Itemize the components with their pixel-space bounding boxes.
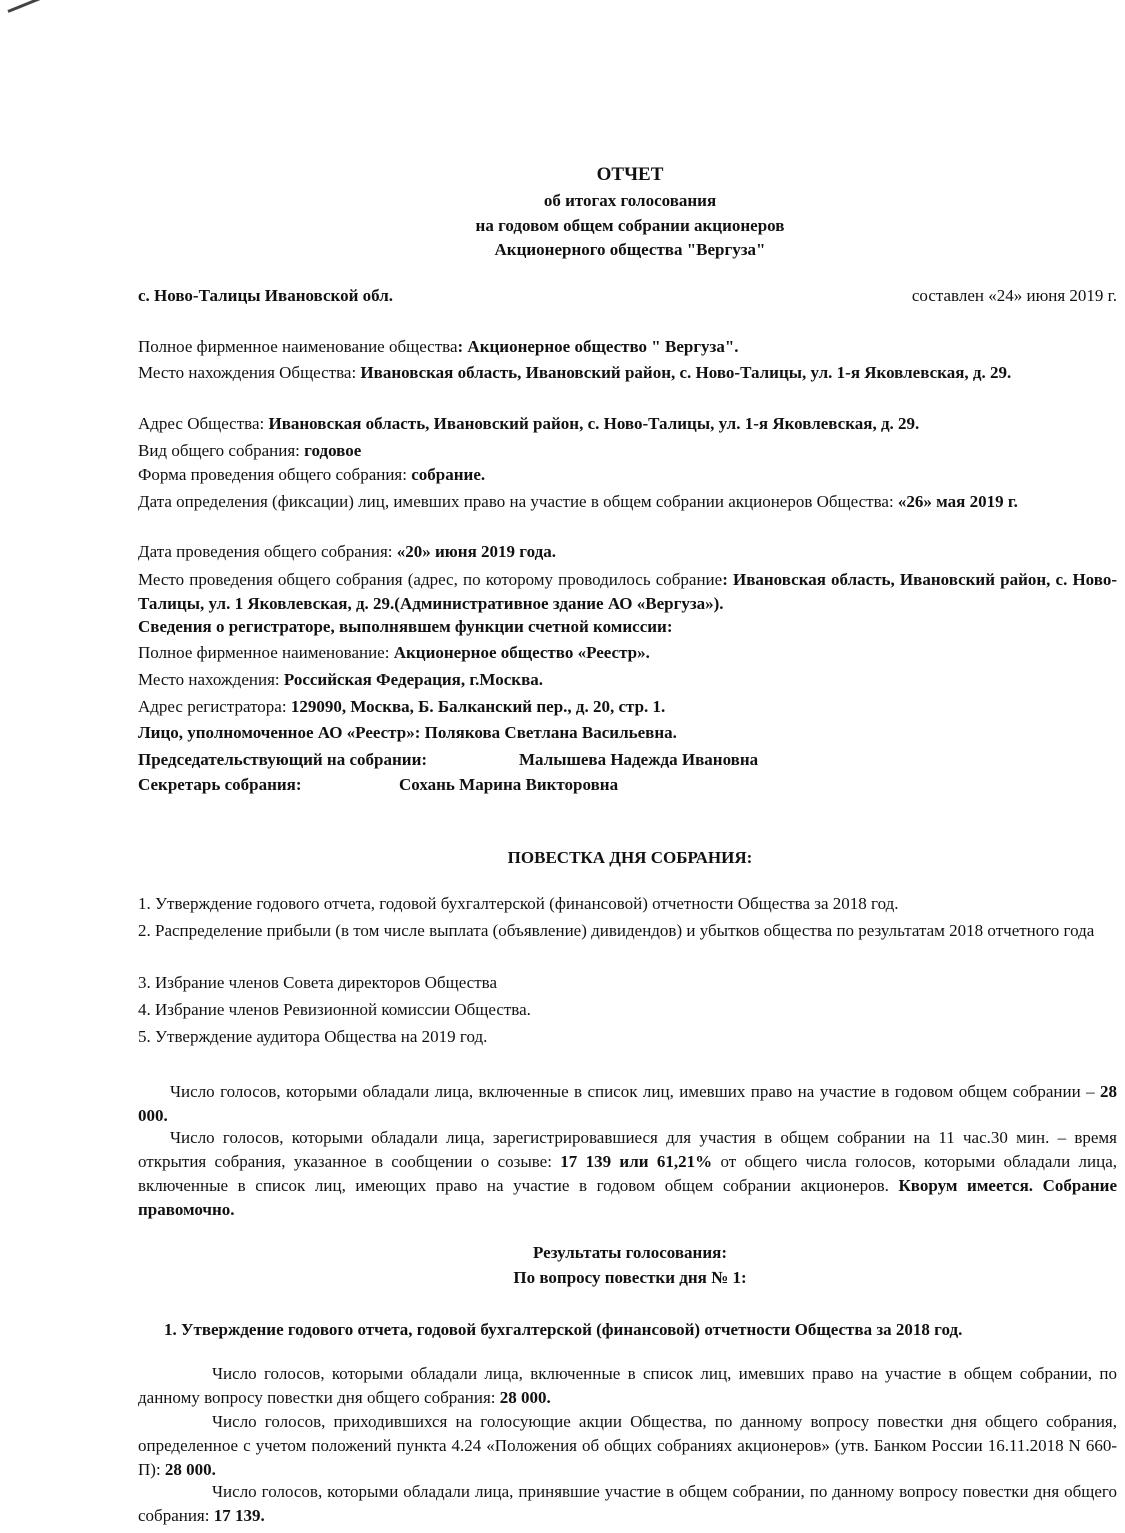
meeting-form-line: Форма проведения общего собрания: собрание. <box>138 465 486 484</box>
record-date-line: Дата определения (фиксации) лиц, имевших право на участие в общем собрании акционеров Общества: «26» мая 2019 г. <box>138 492 1018 511</box>
result-paragraph-3: Число голосов, которыми обладали лица, принявшие участие в общем собрании, по данному вопросу повестки дня общего собрания: 17 139. <box>138 1482 1117 1525</box>
results-subheading: По вопросу повестки дня № 1: <box>513 1268 747 1287</box>
pen-mark <box>7 0 73 13</box>
agenda-item: 2. Распределение прибыли (в том числе выплата (объявление) дивидендов) и убытков общества по результатам 2018 отчетного года <box>138 921 1095 940</box>
agenda-heading: ПОВЕСТКА ДНЯ СОБРАНИЯ: <box>507 848 753 867</box>
report-subtitle-3: Акционерного общества "Вергуза" <box>494 240 766 259</box>
venue-line: Место проведения общего собрания (адрес, по которому проводилось собрание: Ивановская область, Ивановский район, с. Ново-Талицы, ул. 1 Яковлевская, д. 29.(Административное здание АО «Вергуза»). <box>138 570 1117 613</box>
report-subtitle-2: на годовом общем собрании акционеров <box>475 216 785 235</box>
report-header <box>138 286 1117 306</box>
registrar-heading: Сведения о регистраторе, выполнявшем функции счетной комиссии: <box>138 617 673 636</box>
registrar-name-line: Полное фирменное наименование: Акционерное общество «Реестр». <box>138 643 650 662</box>
registrar-location-line: Место нахождения: Российская Федерация, г.Москва. <box>138 670 544 689</box>
report-date: составлен «24» июня 2019 г. <box>911 286 1117 305</box>
quorum-paragraph-2: Число голосов, которыми обладали лица, зарегистрировавшиеся для участия в общем собрании на 11 час.30 мин. – время открытия собрания, указанное в сообщении о созыве: 17 139 или 61,21% от общего числа голосов, которыми обладали лица, включенные в список лиц, имеющих право на участие в годовом общем собрании акционеров. Кворум имеется. Собрание правомочно. <box>138 1128 1117 1219</box>
agenda-item: 1. Утверждение годового отчета, годовой бухгалтерской (финансовой) отчетности Общества за 2018 год. <box>138 894 899 913</box>
agenda-item: 5. Утверждение аудитора Общества на 2019 год. <box>138 1027 488 1046</box>
result-paragraph-1: Число голосов, которыми обладали лица, включенные в список лиц, имевших право на участие в общем собрании, по данному вопросу повестки дня общего собрания: 28 000. <box>138 1364 1117 1407</box>
result-paragraph-2: Число голосов, приходившихся на голосующие акции Общества, по данному вопросу повестки дня общего собрания, определенное с учетом положений пункта 4.24 «Положения об общих собраниях акционеров» (утв. Банком России 16.11.2018 N 660-П): 28 000. <box>138 1412 1117 1479</box>
authorized-person-line: Лицо, уполномоченное АО «Реестр»: Полякова Светлана Васильевна. <box>138 723 677 742</box>
secretary-line: Секретарь собрания: Сохань Марина Викторовна <box>138 775 619 794</box>
registrar-address-line: Адрес регистратора: 129090, Москва, Б. Балканский пер., д. 20, стр. 1. <box>138 697 666 716</box>
quorum-paragraph-1: Число голосов, которыми обладали лица, включенные в список лиц, имевших право на участие в годовом общем собрании – 28 000. <box>138 1082 1117 1125</box>
address-line: Адрес Общества: Ивановская область, Ивановский район, с. Ново-Талицы, ул. 1-я Яковлевская, д. 29. <box>138 414 920 433</box>
report-subtitle-1: об итогах голосования <box>543 191 717 210</box>
full-name-line: Полное фирменное наименование общества: Акционерное общество " Вергуза". <box>138 337 739 356</box>
report-place: с. Ново-Талицы Ивановской обл. <box>138 286 393 305</box>
chair-line: Председательствующий на собрании: Малышева Надежда Ивановна <box>138 750 759 769</box>
meeting-date-line: Дата проведения общего собрания: «20» июня 2019 года. <box>138 542 556 561</box>
report-title: ОТЧЕТ <box>596 164 664 185</box>
agenda-item: 3. Избрание членов Совета директоров Общества <box>138 973 497 992</box>
question-1-title: 1. Утверждение годового отчета, годовой бухгалтерской (финансовой) отчетности Общества за 2018 год. <box>164 1320 963 1339</box>
location-line: Место нахождения Общества: Ивановская область, Ивановский район, с. Ново-Талицы, ул. 1-я Яковлевская, д. 29. <box>138 363 1012 382</box>
meeting-type-line: Вид общего собрания: годовое <box>138 441 362 460</box>
agenda-item: 4. Избрание членов Ревизионной комиссии Общества. <box>138 1000 531 1019</box>
results-heading: Результаты голосования: <box>533 1243 727 1262</box>
